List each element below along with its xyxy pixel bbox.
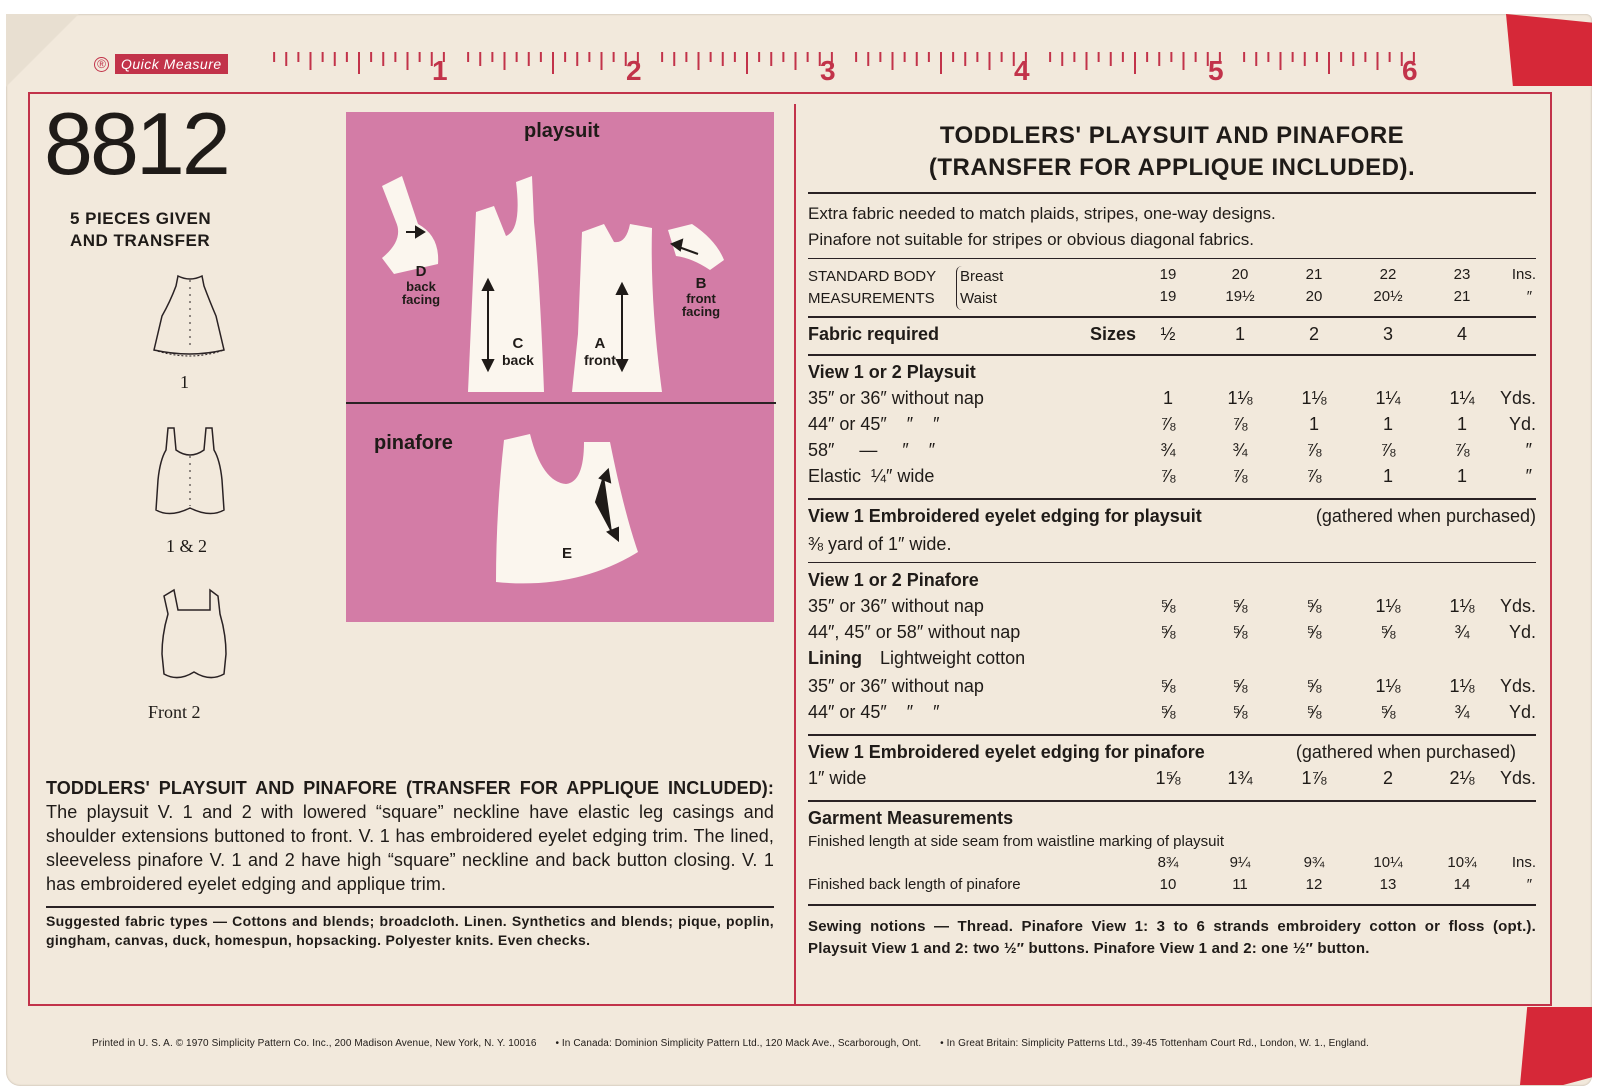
fabric-required-label: Fabric required [808,324,940,344]
pinafore-val: ⅝ [1160,622,1176,642]
piece-b-label [676,276,726,318]
size-val: 1 [1234,324,1245,344]
pattern-number: 8812 [44,94,228,193]
eyelet-pinafore-title: View 1 Embroidered eyelet edging for pinafore [808,742,1205,762]
ruler-inch-number: 6 [1402,55,1418,86]
note-pinafore: Pinafore not suitable for stripes or obvious diagonal fabrics. [808,230,1255,249]
lining-row [808,676,1536,702]
piece-c-name: back [502,352,534,368]
standard-body-line-1: STANDARD BODY [808,268,937,285]
piece-d-name: back facing [401,279,441,307]
lining-heading-row [808,648,1536,674]
pinafore-unit: Yds. [1499,596,1536,616]
playsuit-unit: ″ [1525,440,1532,460]
breast-val: 20 [1231,266,1249,283]
elastic-label: Elastic ¼″ wide [808,466,935,486]
elastic-val: 1 [1382,466,1393,486]
eyelet-playsuit-note: (gathered when purchased) [1315,506,1536,526]
eyelet-pinafore-note: (gathered when purchased) [1295,742,1516,762]
playsuit-unit: Yd. [1508,414,1536,434]
eyelet-playsuit-row [808,506,1536,532]
eyelet-pinafore-heading-row [808,742,1536,768]
rule-above-eyelet-playsuit [808,498,1536,500]
pattern-pieces-drawing [346,112,774,622]
quick-measure-brand [94,54,228,74]
rule-below-sizes [808,354,1536,356]
worn-corner [6,14,86,94]
lining-val: 1⅛ [1375,676,1401,696]
lining-title: Lining [808,648,862,668]
playsuit-row-label: 35″ or 36″ without nap [808,388,984,408]
playsuit-val: ¾ [1160,440,1176,460]
description-body: The playsuit V. 1 and 2 with lowered “square” neckline have elastic leg casings and shoulder extensions buttoned to front. V. 1 has embroidered eyelet edging trim. The lined, sleeveless pinafore V. 1 and 2 have high “square” neckline and back button closing. V. 1 has embroidered eyelet edging and applique trim. [46,802,774,894]
piece-e-letter: E [562,545,573,562]
playsuit-row [808,388,1536,414]
lining-val: ⅝ [1160,702,1176,722]
rule-under-notes [808,258,1536,259]
view-1-2-pinafore-heading: View 1 or 2 Pinafore [808,570,979,590]
pieces-line-2: AND TRANSFER [70,231,211,250]
playsuit-val: ⅞ [1380,440,1396,460]
piece-a-name: front [584,352,616,368]
playsuit-val: 1 [1382,414,1393,434]
piece-d-label [396,264,446,306]
waist-row [808,288,1536,314]
piece-b-letter: B [695,275,707,292]
eyelet-pinafore-row [808,768,1536,794]
lining-desc: Lightweight cotton [880,648,1026,668]
breast-val: 19 [1159,266,1177,283]
sizes-row [808,324,1536,350]
pinafore-row-label: 35″ or 36″ without nap [808,596,984,616]
playsuit-unit: Yds. [1499,388,1536,408]
breast-val: 21 [1305,266,1323,283]
eyelet-pinafore-val: 1⅞ [1301,768,1327,788]
right-title-line-1: TODDLERS' PLAYSUIT AND PINAFORE [939,122,1405,149]
rule-above-pinafore [808,562,1536,563]
pinafore-val: ⅝ [1380,622,1396,642]
printer-footer [92,1038,1385,1049]
rule-above-sizes [808,316,1536,318]
elastic-row [808,466,1536,492]
piece-c-label [502,336,534,368]
pinafore-back-val: 13 [1379,876,1397,893]
pinafore-val: ⅝ [1232,596,1248,616]
lining-val: ⅝ [1306,702,1322,722]
piece-d-letter: D [415,263,427,280]
playsuit-val: 1⅛ [1301,388,1327,408]
description-title: TODDLERS' PLAYSUIT AND PINAFORE (TRANSFER FOR APPLIQUE INCLUDED): [46,778,774,798]
size-val: 3 [1382,324,1393,344]
playsuit-heading: playsuit [524,120,600,142]
pinafore-val: ⅝ [1160,596,1176,616]
lining-val: ¾ [1454,702,1470,722]
garment-measurements-title: Garment Measurements [808,808,1014,828]
footer-usa: Printed in U. S. A. © 1970 Simplicity Pattern Co. Inc., 200 Madison Avenue, New York, N. Y. 10016 [92,1038,537,1049]
breast-val: 22 [1379,266,1397,283]
playsuit-row [808,440,1536,466]
eyelet-pinafore-val: 1⅝ [1155,768,1181,788]
suggested-fabric-types: Suggested fabric types — Cottons and blends; broadcloth. Linen. Synthetics and blends; pique, poplin, gingham, canvas, duck, homespun, hopsacking. Polyester knits. Even checks. [46,913,774,948]
pinafore-val: ⅝ [1306,622,1322,642]
playsuit-val: 1 [1308,414,1319,434]
standard-body-line-2: MEASUREMENTS [808,290,935,307]
lining-row-label: 44″ or 45″ ″ ″ [808,702,940,722]
ruler-inch-number: 2 [626,55,642,86]
pinafore-val: 1⅛ [1375,596,1401,616]
breast-label: Breast [960,268,1004,285]
playsuit-val: 1 [1162,388,1173,408]
ruler-inch-number: 3 [820,55,836,86]
view-1-2-label: 1 & 2 [166,536,208,556]
garment-length-val: 8¾ [1157,854,1179,871]
waist-val: 21 [1453,288,1471,305]
lining-val: ⅝ [1380,702,1396,722]
quick-measure-label: Quick Measure [115,54,228,74]
pinafore-back-val: 14 [1453,876,1471,893]
playsuit-val: ¾ [1232,440,1248,460]
waist-val: 19½ [1225,288,1255,305]
eyelet-pinafore-unit: Yds. [1499,768,1536,788]
view-1-pinafore-sketch [140,268,240,368]
breast-unit: Ins. [1511,266,1536,283]
lining-unit: Yds. [1499,676,1536,696]
footer-canada: • In Canada: Dominion Simplicity Pattern Ltd., 120 Mack Ave., Scarborough, Ont. [555,1038,922,1049]
lining-val: 1⅛ [1449,676,1475,696]
pinafore-back-row [808,876,1536,902]
waist-val: 20½ [1373,288,1403,305]
eyelet-playsuit-title: View 1 Embroidered eyelet edging for playsuit [808,506,1202,526]
view-1-label: 1 [180,372,189,392]
piece-a-label [584,336,616,368]
pinafore-val: ⅝ [1232,622,1248,642]
pinafore-val: 1⅛ [1449,596,1475,616]
rule-above-eyelet-pinafore [808,734,1536,736]
lining-row [808,702,1536,728]
playsuit-val: 1⅛ [1227,388,1253,408]
ruler-inch-number: 5 [1208,55,1224,86]
inch-ruler [262,42,1462,90]
elastic-unit: ″ [1525,466,1532,486]
waist-val: 19 [1159,288,1177,305]
pinafore-heading: pinafore [374,432,453,454]
breast-val: 23 [1453,266,1471,283]
elastic-val: 1 [1456,466,1467,486]
ruler-inch-number: 4 [1014,55,1030,86]
rule-above-garment [808,800,1536,802]
rule-above-notions [808,904,1536,906]
lining-row-label: 35″ or 36″ without nap [808,676,984,696]
right-title-line-2: (TRANSFER FOR APPLIQUE INCLUDED). [928,154,1416,181]
playsuit-row-label: 44″ or 45″ ″ ″ [808,414,940,434]
piece-b-name: front facing [681,291,721,319]
red-corner-top-right [1506,14,1592,86]
size-val: 4 [1456,324,1467,344]
front-2-playsuit-sketch [144,584,244,694]
pieces-line-1: 5 PIECES GIVEN [70,209,212,228]
playsuit-val: 1¼ [1449,388,1475,408]
pinafore-row [808,596,1536,622]
pinafore-val: ⅝ [1306,596,1322,616]
pinafore-back-val: 11 [1232,876,1248,893]
view-1-2-playsuit-heading: View 1 or 2 Playsuit [808,362,976,382]
pinafore-back-val: 10 [1159,876,1177,893]
front-2-label: Front 2 [148,702,201,722]
size-val: ½ [1160,324,1176,344]
playsuit-row-label: 58″ — ″ ″ [808,440,936,460]
elastic-val: ⅞ [1306,466,1322,486]
rule-under-title [808,192,1536,194]
playsuit-val: ⅞ [1454,440,1470,460]
garment-length-val: 10¼ [1373,854,1403,871]
pinafore-back-val: 12 [1305,876,1323,893]
playsuit-val: ⅞ [1160,414,1176,434]
playsuit-row [808,414,1536,440]
right-title [808,120,1536,184]
lining-val: ⅝ [1160,676,1176,696]
ruler-inch-number: 1 [432,55,448,86]
lining-unit: Yd. [1508,702,1536,722]
lining-val: ⅝ [1232,676,1248,696]
description-rule [46,906,774,908]
pieces-given [70,208,211,252]
footer-britain: • In Great Britain: Simplicity Patterns Ltd., 39-45 Tottenham Court Rd., London, W. 1., England. [940,1038,1369,1049]
eyelet-pinafore-val: 1¾ [1227,768,1253,788]
eyelet-playsuit-amount: ⅜ yard of 1″ wide. [808,534,952,554]
piece-a-letter: A [594,335,606,352]
waist-val: 20 [1305,288,1323,305]
waist-unit: ″ [1526,288,1532,305]
garment-length-val: 9¾ [1303,854,1325,871]
waist-label: Waist [960,290,997,307]
pinafore-row [808,622,1536,648]
elastic-val: ⅞ [1232,466,1248,486]
eyelet-pinafore-label: 1″ wide [808,768,867,788]
playsuit-val: ⅞ [1232,414,1248,434]
eyelet-pinafore-val: 2 [1382,768,1393,788]
garment-length-val: 9¼ [1229,854,1251,871]
pinafore-back-unit: ″ [1526,876,1532,893]
pinafore-back-label: Finished back length of pinafore [808,876,1021,893]
column-divider [794,104,796,1004]
registered-mark: ® [94,57,109,72]
note-plaids: Extra fabric needed to match plaids, stripes, one-way designs. [808,204,1276,223]
playsuit-val: 1¼ [1375,388,1401,408]
pinafore-row-label: 44″, 45″ or 58″ without nap [808,622,1021,642]
playsuit-val: 1 [1456,414,1467,434]
red-corner-bottom-right [1520,1007,1592,1085]
lining-val: ⅝ [1306,676,1322,696]
garment-length-val: 10¾ [1447,854,1477,871]
pinafore-val: ¾ [1454,622,1470,642]
piece-c-letter: C [512,335,524,352]
eyelet-pinafore-val: 2⅛ [1449,768,1475,788]
sizes-label: Sizes [1090,324,1137,344]
size-val: 2 [1308,324,1319,344]
elastic-val: ⅞ [1160,466,1176,486]
pattern-description [46,776,774,896]
pinafore-unit: Yd. [1508,622,1536,642]
sewing-notions: Sewing notions — Thread. Pinafore View 1: 3 to 6 strands embroidery cotton or floss (opt.). Playsuit View 1 and 2: two ½″ buttons. Pinafore View 1 and 2: one ½″ button. [808,918,1536,957]
garment-length-unit: Ins. [1511,854,1536,871]
lining-val: ⅝ [1232,702,1248,722]
playsuit-val: ⅞ [1306,440,1322,460]
garment-measurements-sub: Finished length at side seam from waistline marking of playsuit [808,833,1225,850]
view-1-2-playsuit-sketch [140,420,240,530]
